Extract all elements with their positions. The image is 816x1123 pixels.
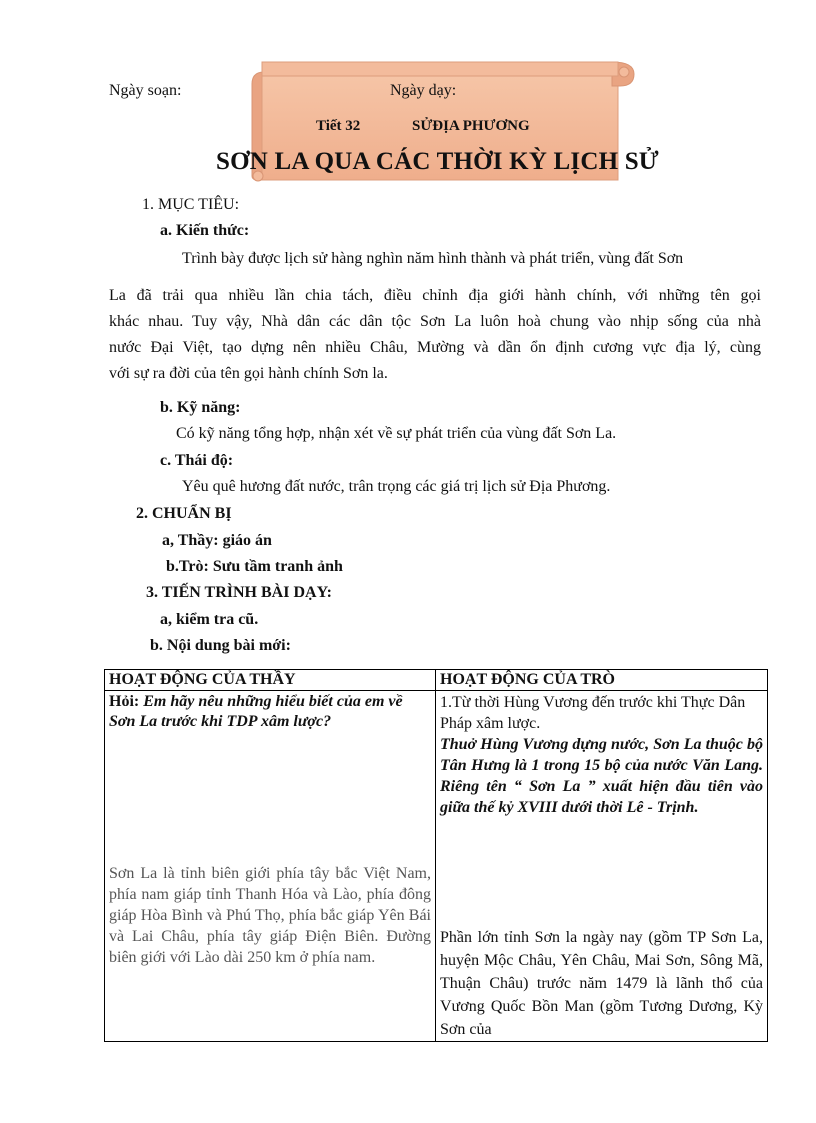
subject-title: SỬĐỊA PHƯƠNG	[412, 118, 530, 134]
ngay-day-label: Ngày dạy:	[390, 82, 457, 99]
kiem-tra-cu: a, kiểm tra cũ.	[160, 611, 259, 628]
kien-thuc-line: La đã trải qua nhiều lần chia tách, điều chỉnh địa giới hành chính, với những tên gọi	[109, 287, 761, 304]
ky-nang-label: b. Kỹ năng:	[160, 399, 241, 416]
activity-table	[104, 669, 768, 1042]
kien-thuc-line: nước Đại Việt, tạo dựng nên nhiều Châu, Mường và dần ổn định cương vực địa lý, cùng	[109, 339, 761, 356]
chuan-bi-thay: a, Thầy: giáo án	[162, 532, 272, 549]
question-text: Em hãy nêu những hiểu biết của em về Sơn La trước khi TDP xâm lược?	[109, 693, 403, 730]
thai-do-label: c. Thái độ:	[160, 452, 234, 469]
teacher-cell	[105, 691, 436, 1042]
kien-thuc-line: Trình bày được lịch sử hàng nghìn năm hình thành và phát triển, vùng đất Sơn	[182, 250, 684, 267]
student-text: Phần lớn tỉnh Sơn la ngày nay (gồm TP Sơn La, huyện Mộc Châu, Yên Châu, Mai Sơn, Sông Mã, Thuận Châu) trước năm 1479 là lãnh thổ của Vương Quốc Bồn Man (gồm Tương Dương, Kỳ Sơn của	[440, 929, 763, 1038]
question-label: Hỏi:	[109, 693, 140, 710]
table-row	[105, 691, 768, 1042]
teacher-text: Sơn La là tỉnh biên giới phía tây bắc Việt Nam, phía nam giáp tỉnh Thanh Hóa và Lào, phía đông giáp Hòa Bình và Phú Thọ, phía bắc giáp Yên Bái và Lai Châu, phía tây giáp Điện Biên. Đường biên giới với Lào dài 250 km ở phía nam.	[109, 865, 431, 966]
ky-nang-text: Có kỹ năng tổng hợp, nhận xét về sự phát triển của vùng đất Sơn La.	[176, 425, 617, 442]
lesson-number: Tiết 32	[316, 118, 361, 134]
kien-thuc-line: với sự ra đời của tên gọi hành chính Sơn la.	[109, 365, 388, 382]
student-heading: 1.Từ thời Hùng Vương đến trước khi Thực Dân Pháp xâm lược.	[440, 694, 746, 732]
teacher-question	[109, 692, 431, 732]
student-bold-text: Thuở Hùng Vương dựng nước, Sơn La thuộc bộ Tân Hưng là 1 trong 15 bộ của nước Văn Lang. Riêng tên “ Sơn La ” xuất hiện đầu tiên vào giữa thế kỷ XVIII dưới thời Lê - Trịnh.	[440, 736, 763, 816]
header-student: HOẠT ĐỘNG CỦA TRÒ	[436, 670, 768, 691]
noi-dung-bai-moi: b. Nội dung bài mới:	[150, 637, 291, 654]
header-teacher: HOẠT ĐỘNG CỦA THẦY	[105, 670, 436, 691]
thai-do-text: Yêu quê hương đất nước, trân trọng các giá trị lịch sử Địa Phương.	[182, 478, 611, 495]
page-title: SƠN LA QUA CÁC THỜI KỲ LỊCH SỬ	[216, 148, 659, 175]
ngay-soan-label: Ngày soạn:	[109, 82, 182, 99]
kien-thuc-line: khác nhau. Tuy vậy, Nhà dân các dân tộc Sơn La luôn hoà chung vào nhịp sống của nhà	[109, 313, 761, 330]
chuan-bi-tro: b.Trò: Sưu tầm tranh ảnh	[166, 558, 343, 575]
section-tien-trinh: 3. TIẾN TRÌNH BÀI DẠY:	[146, 584, 332, 601]
table-header-row	[105, 670, 768, 691]
student-cell	[436, 691, 768, 1042]
section-chuan-bi: 2. CHUẨN BỊ	[136, 505, 232, 522]
kien-thuc-label: a. Kiến thức:	[160, 222, 250, 239]
section-muc-tieu: 1. MỤC TIÊU:	[142, 196, 240, 213]
